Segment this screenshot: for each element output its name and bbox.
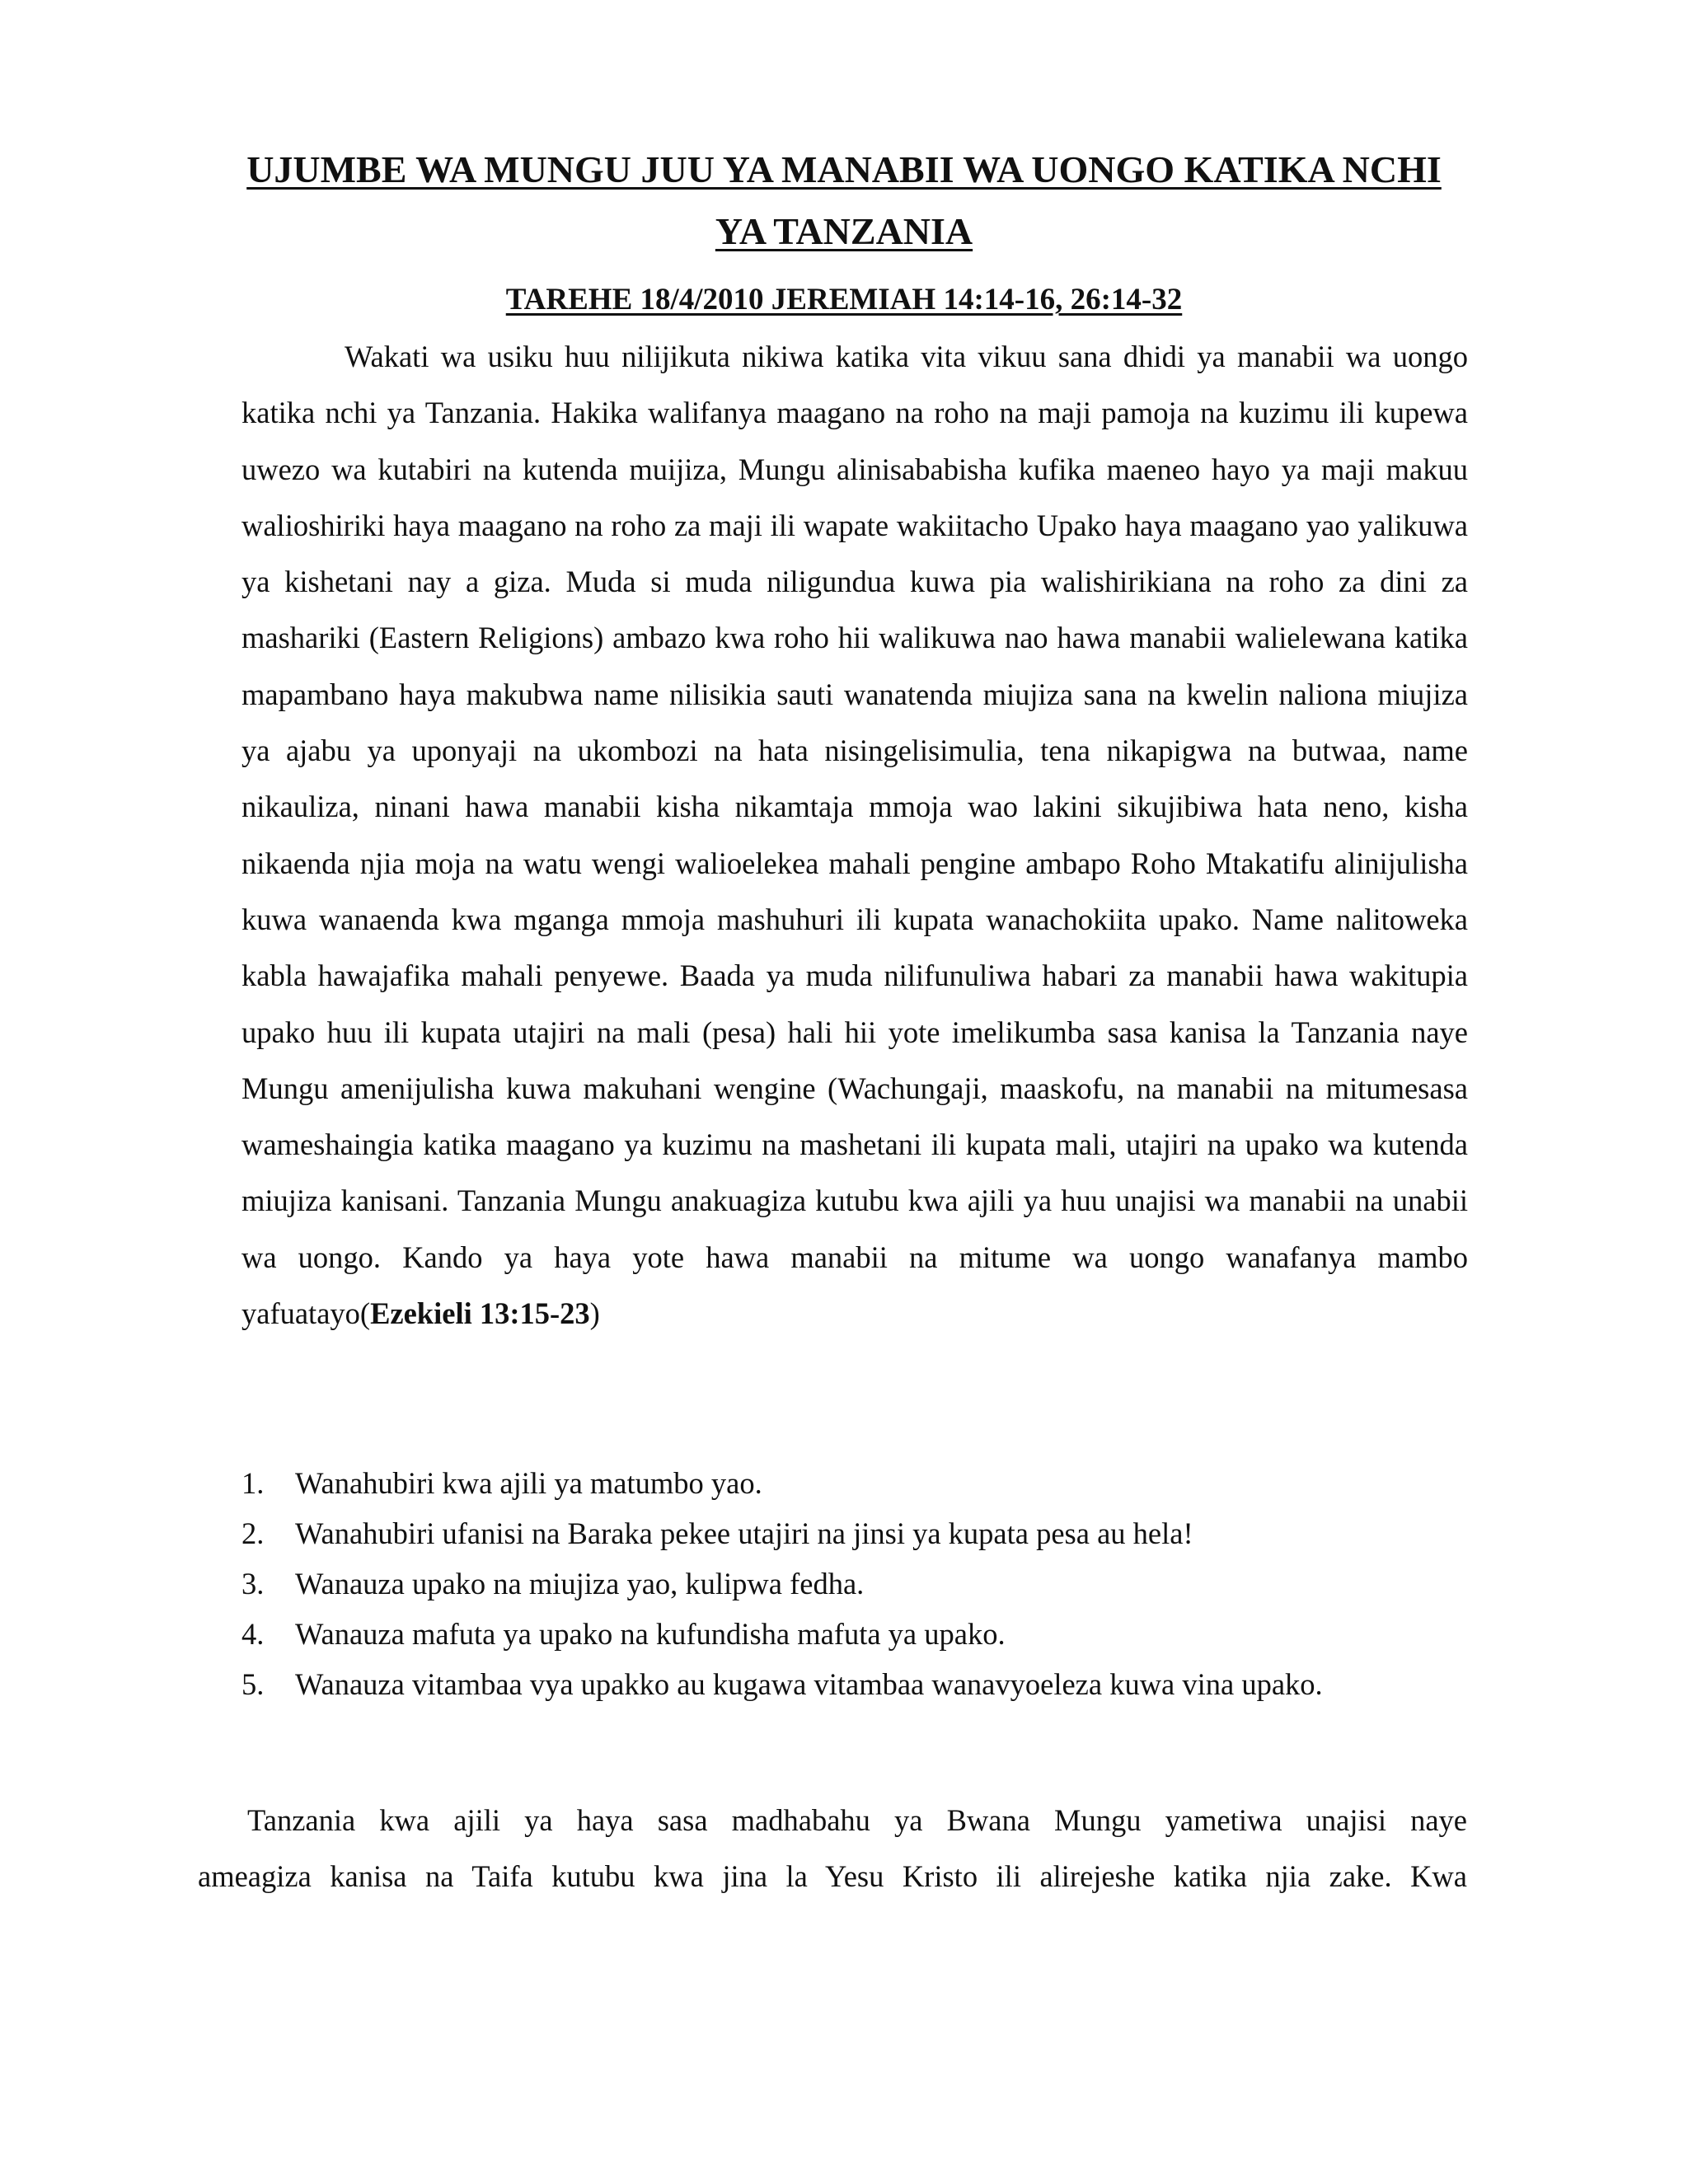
body-text: Wakati wa usiku huu nilijikuta nikiwa katika vita vikuu sana dhidi ya manabii wa uongo katika nchi ya Tanzania. Hakika walifanya maagano na roho na maji pamoja na kuzimu ili kupewa uwezo wa kutabiri na kutenda muijiza, Mungu alinisababisha kufika maeneo hayo ya maji makuu walioshiriki haya maagano na roho za maji ili wapate wakiitacho Upako haya maagano yao yalikuwa ya kishetani nay a giza. Muda si muda niligundua kuwa pia walishirikiana na roho za dini za mashariki (Eastern Religions) ambazo kwa roho hii walikuwa nao hawa manabii walielewana katika mapambano haya makubwa name nilisikia sauti wanatenda miujiza sana na kwelin naliona miujiza ya ajabu ya uponyaji na ukombozi na hata nisingelisimulia, tena nikapigwa na butwaa, name nikauliza, ninani hawa manabii kisha nikamtaja mmoja wao lakini sikujibiwa hata neno, kisha nikaenda njia moja na watu wengi walioelekea mahali pengine ambapo Roho Mtakatifu alinijulisha kuwa wanaenda kwa mganga mmoja mashuhuri ili kupata wanachokiita upako. Name nalitoweka kabla hawajafika mahali penyewe. Baada ya muda nilifunuliwa habari za manabii hawa wakitupia upako huu ili kupata utajiri na mali (pesa) hali hii yote imelikumba sasa kanisa la Tanzania naye Mungu amenijulisha kuwa makuhani wengine (Wachungaji, maaskofu, na manabii na mitumesasa wameshaingia katika maagano ya kuzimu na mashetani ili kupata mali, utajiri na upako wa kutenda miujiza kanisani. Tanzania Mungu anakuagiza kutubu kwa ajili ya huu unajisi wa manabii na unabii wa uongo. Kando ya haya yote hawa manabii na mitume wa uongo wanafanya mambo yafuatayo( [241,340,1468,1331]
list-number: 2. [241,1516,265,1550]
document-title-line-2: YA TANZANIA [715,210,973,252]
document-subtitle: TAREHE 18/4/2010 JEREMIAH 14:14-16, 26:14-32 [505,283,1183,316]
list-text: Wanauza mafuta ya upako na kufundisha mafuta ya upako. [295,1617,1006,1651]
body-close-paren: ) [589,1296,600,1331]
list-text: Wanauza vitambaa vya upakko au kugawa vitambaa wanavyoeleza kuwa vina upako. [295,1667,1323,1701]
list-item [241,1458,1478,1508]
list-text: Wanahubiri kwa ajili ya matumbo yao. [295,1466,762,1500]
closing-line-2: ameagiza kanisa na Taifa kutubu kwa jina la Yesu Kristo ili alirejeshe katika njia zake. Kwa [198,1859,1467,1893]
list-text: Wanauza upako na miujiza yao, kulipwa fedha. [295,1567,865,1601]
document-title-line-1: UJUMBE WA MUNGU JUU YA MANABII WA UONGO KATIKA NCHI [246,148,1442,190]
list-item [241,1508,1478,1558]
list-number: 1. [241,1466,265,1500]
scripture-reference: Ezekieli 13:15-23 [370,1296,590,1331]
list-item [241,1659,1478,1709]
list-item [241,1609,1478,1659]
list-number: 5. [241,1667,265,1701]
list-text: Wanahubiri ufanisi na Baraka pekee utajiri na jinsi ya kupata pesa au hela! [295,1516,1193,1550]
list-number: 4. [241,1617,265,1651]
numbered-list [241,1458,1478,1709]
body-paragraph [241,329,1468,1342]
list-item [241,1558,1478,1609]
closing-line-1: Tanzania kwa ajili ya haya sasa madhabahu ya Bwana Mungu yametiwa unajisi naye [247,1803,1467,1837]
closing-paragraph [198,1793,1467,1905]
list-number: 3. [241,1567,265,1601]
